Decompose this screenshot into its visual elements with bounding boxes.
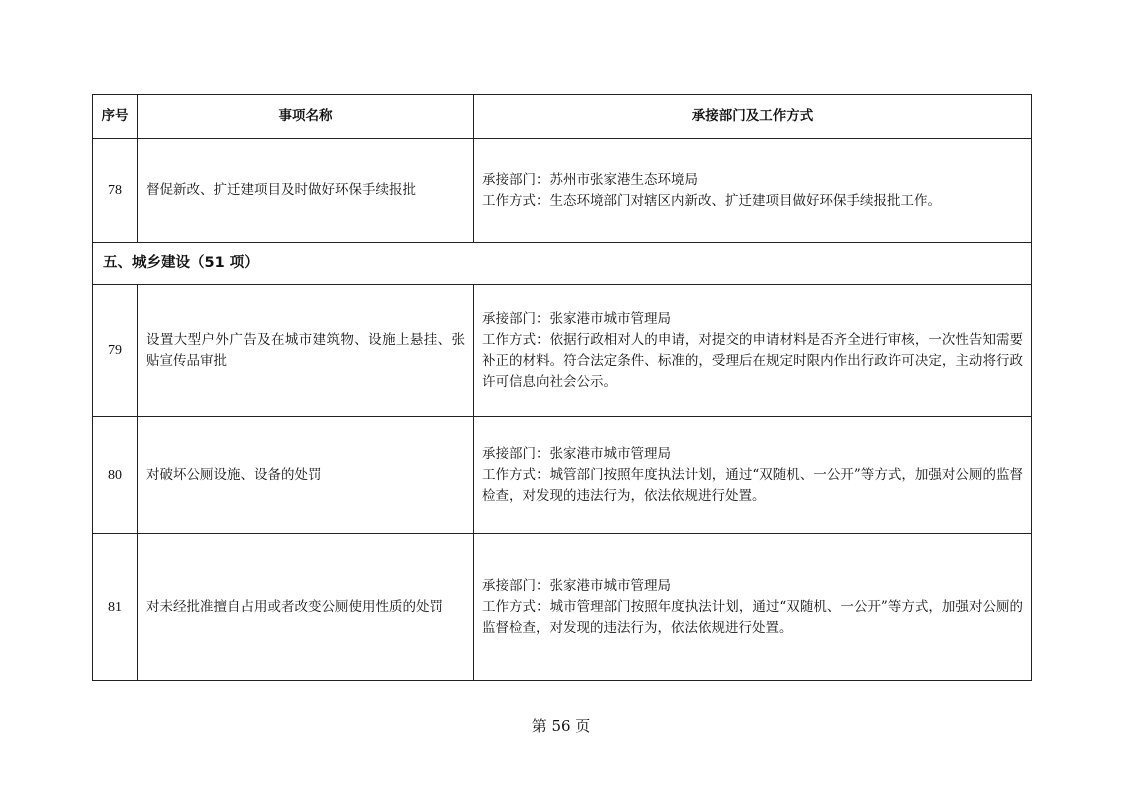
table-row <box>93 417 1032 534</box>
method-line: 工作方式：城管部门按照年度执法计划，通过“双随机、一公开”等方式，加强对公厕的监督检查，对发现的违法行为，依法依规进行处置。 <box>482 466 1023 504</box>
header-department-method: 承接部门及工作方式 <box>474 95 1032 139</box>
item-name: 对破坏公厕设施、设备的处罚 <box>138 417 474 534</box>
method-line: 工作方式：生态环境部门对辖区内新改、扩迁建项目做好环保手续报批工作。 <box>482 192 941 209</box>
department-method-cell <box>474 534 1032 681</box>
item-name: 设置大型户外广告及在城市建筑物、设施上悬挂、张贴宣传品审批 <box>138 285 474 417</box>
table-header-row <box>93 95 1032 139</box>
method-line: 工作方式：依据行政相对人的申请，对提交的申请材料是否齐全进行审核，一次性告知需要补正的材料。符合法定条件、标准的，受理后在规定时限内作出行政许可决定，主动将行政许可信息向社会公示。 <box>482 331 1023 390</box>
department-line: 承接部门：苏州市张家港生态环境局 <box>482 171 698 188</box>
department-method-cell <box>474 417 1032 534</box>
row-number: 81 <box>93 534 138 681</box>
department-line: 承接部门：张家港市城市管理局 <box>482 310 671 327</box>
row-number: 78 <box>93 139 138 243</box>
item-name: 对未经批准擅自占用或者改变公厕使用性质的处罚 <box>138 534 474 681</box>
table-row <box>93 139 1032 243</box>
item-name: 督促新改、扩迁建项目及时做好环保手续报批 <box>138 139 474 243</box>
section-row <box>93 243 1032 285</box>
matters-table <box>92 94 1032 681</box>
row-number: 80 <box>93 417 138 534</box>
department-line: 承接部门：张家港市城市管理局 <box>482 445 671 462</box>
page-number: 第 56 页 <box>531 717 591 735</box>
department-method-cell <box>474 285 1032 417</box>
department-line: 承接部门：张家港市城市管理局 <box>482 577 671 594</box>
department-method-cell <box>474 139 1032 243</box>
table-row <box>93 534 1032 681</box>
row-number: 79 <box>93 285 138 417</box>
method-line: 工作方式：城市管理部门按照年度执法计划，通过“双随机、一公开”等方式，加强对公厕的监督检查，对发现的违法行为，依法依规进行处置。 <box>482 598 1023 636</box>
section-heading: 五、城乡建设（51 项） <box>93 243 1032 285</box>
table-row <box>93 285 1032 417</box>
header-item-name: 事项名称 <box>138 95 474 139</box>
header-serial-number: 序号 <box>93 95 138 139</box>
